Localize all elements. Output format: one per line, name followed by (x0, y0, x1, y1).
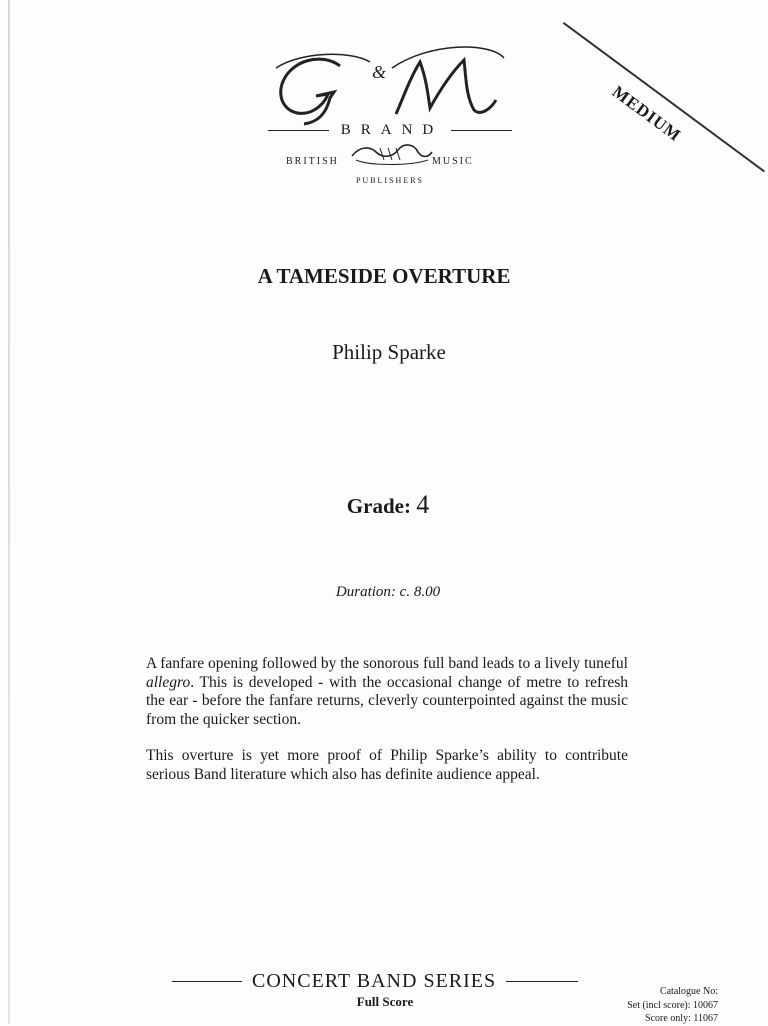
brand-rule-left (268, 130, 329, 131)
grade-label: Grade: (346, 494, 411, 518)
catalogue-set: Set (incl score): 10067 (627, 999, 718, 1011)
catalogue-score: Score only: 11067 (645, 1013, 718, 1024)
description (146, 655, 628, 802)
difficulty-badge (560, 20, 768, 200)
badge-diagonal-rule (563, 22, 765, 172)
composer-name: Philip Sparke (332, 340, 446, 364)
svg-text:&: & (372, 62, 387, 82)
score-type: Full Score (356, 994, 414, 1009)
series-rule-right (506, 981, 578, 982)
logo-music: MUSIC (432, 156, 474, 167)
series-name: CONCERT BAND SERIES (252, 970, 497, 992)
description-paragraph-1 (146, 655, 628, 729)
series-rule-left (172, 981, 242, 982)
logo-british: BRITISH (286, 156, 339, 167)
monogram-logo-graphic (260, 38, 520, 198)
desc-p1-text-b: . This is developed - with the occasional change of metre to refresh the ear - before the fanfare returns, cleverly counterpointed against the music from the quicker section. (146, 673, 628, 728)
publisher-logo (260, 38, 520, 198)
grade-value: 4 (416, 490, 430, 519)
logo-publishers: PUBLISHERS (355, 176, 424, 185)
brand-text: BRAND (340, 122, 444, 138)
desc-p1-text-a: A fanfare opening followed by the sonorous full band leads to a lively tuneful (146, 655, 628, 672)
catalogue-label: Catalogue No: (659, 986, 718, 997)
description-paragraph-2: This overture is yet more proof of Philip Sparke’s ability to contribute serious Band literature which also has definite audience appeal. (146, 747, 628, 783)
grade-line (0, 490, 768, 520)
brand-rule-right (451, 130, 512, 131)
badge-label: MEDIUM (608, 82, 685, 146)
brand-row (268, 122, 512, 139)
desc-p1-italic: allegro (146, 673, 191, 691)
series-row (172, 970, 602, 993)
duration: Duration: c. 8.00 (335, 584, 441, 600)
piece-title: A TAMESIDE OVERTURE (257, 264, 511, 288)
catalogue-info (627, 985, 718, 1026)
